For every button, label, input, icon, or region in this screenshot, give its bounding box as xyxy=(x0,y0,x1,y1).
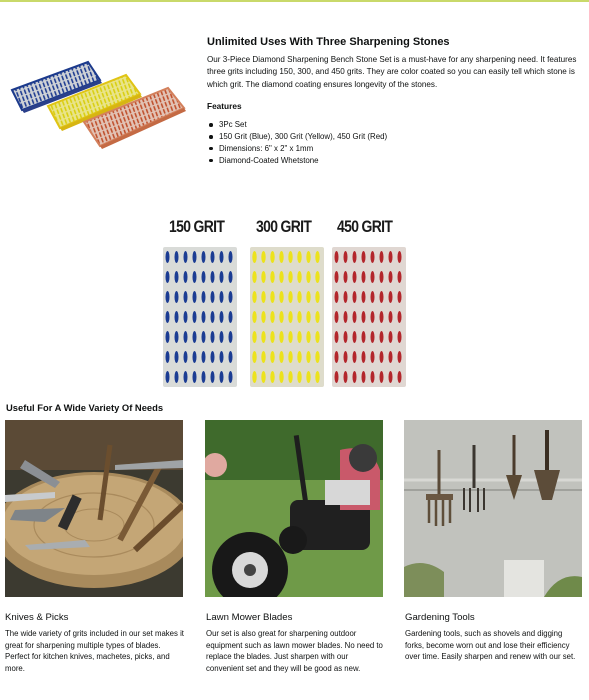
features-list xyxy=(207,119,579,166)
grit-label-450: 450 GRIT xyxy=(337,217,393,236)
knives-photo xyxy=(5,420,183,597)
features-heading: Features xyxy=(207,101,242,112)
intro-title: Unlimited Uses With Three Sharpening Stones xyxy=(207,36,450,48)
use-title-gardening: Gardening Tools xyxy=(405,612,475,623)
intro-section xyxy=(207,36,579,166)
intro-description: Our 3-Piece Diamond Sharpening Bench Stone Set is a must-have for any sharpening need. It features three grits including 150, 300, and 450 grits. They are color coated so you can easily tell which stone is which grit. The diamond coating ensures longevity of the stones. xyxy=(207,55,577,89)
gardening-tools-photo xyxy=(404,420,582,597)
stone-set-image xyxy=(8,50,186,155)
grit-label-300: 300 GRIT xyxy=(256,217,312,236)
feature-item: 150 Grit (Blue), 300 Grit (Yellow), 450 Grit (Red) xyxy=(207,131,579,143)
use-desc-gardening: Gardening tools, such as shovels and digging forks, become worn out and lose their efficiency over time. Easily sharpen and renew with our set. xyxy=(405,629,576,662)
uses-section-title: Useful For A Wide Variety Of Needs xyxy=(6,402,164,413)
stone-450-grit xyxy=(332,247,406,387)
feature-item: 3Pc Set xyxy=(207,119,579,131)
stone-300-grit xyxy=(250,247,324,387)
feature-item: Dimensions: 6" x 2" x 1mm xyxy=(207,143,579,155)
use-title-knives: Knives & Picks xyxy=(5,612,69,623)
stone-150-grit xyxy=(163,247,237,387)
grit-comparison-image xyxy=(160,212,410,388)
use-desc-lawn-mower: Our set is also great for sharpening outdoor equipment such as lawn mower blades. No need to replace the blades. Just sharpen with our convenient set and they will be good as new. xyxy=(206,629,383,673)
grit-label-150: 150 GRIT xyxy=(169,217,225,236)
top-divider xyxy=(0,0,589,2)
use-desc-knives: The wide variety of grits included in our set makes it great for sharpening multiple types of blades. Perfect for kitchen knives, machetes, picks, and more. xyxy=(5,629,184,673)
feature-item: Diamond-Coated Whetstone xyxy=(207,155,579,167)
lawn-mower-photo xyxy=(205,420,383,597)
use-title-lawn-mower: Lawn Mower Blades xyxy=(206,612,293,623)
